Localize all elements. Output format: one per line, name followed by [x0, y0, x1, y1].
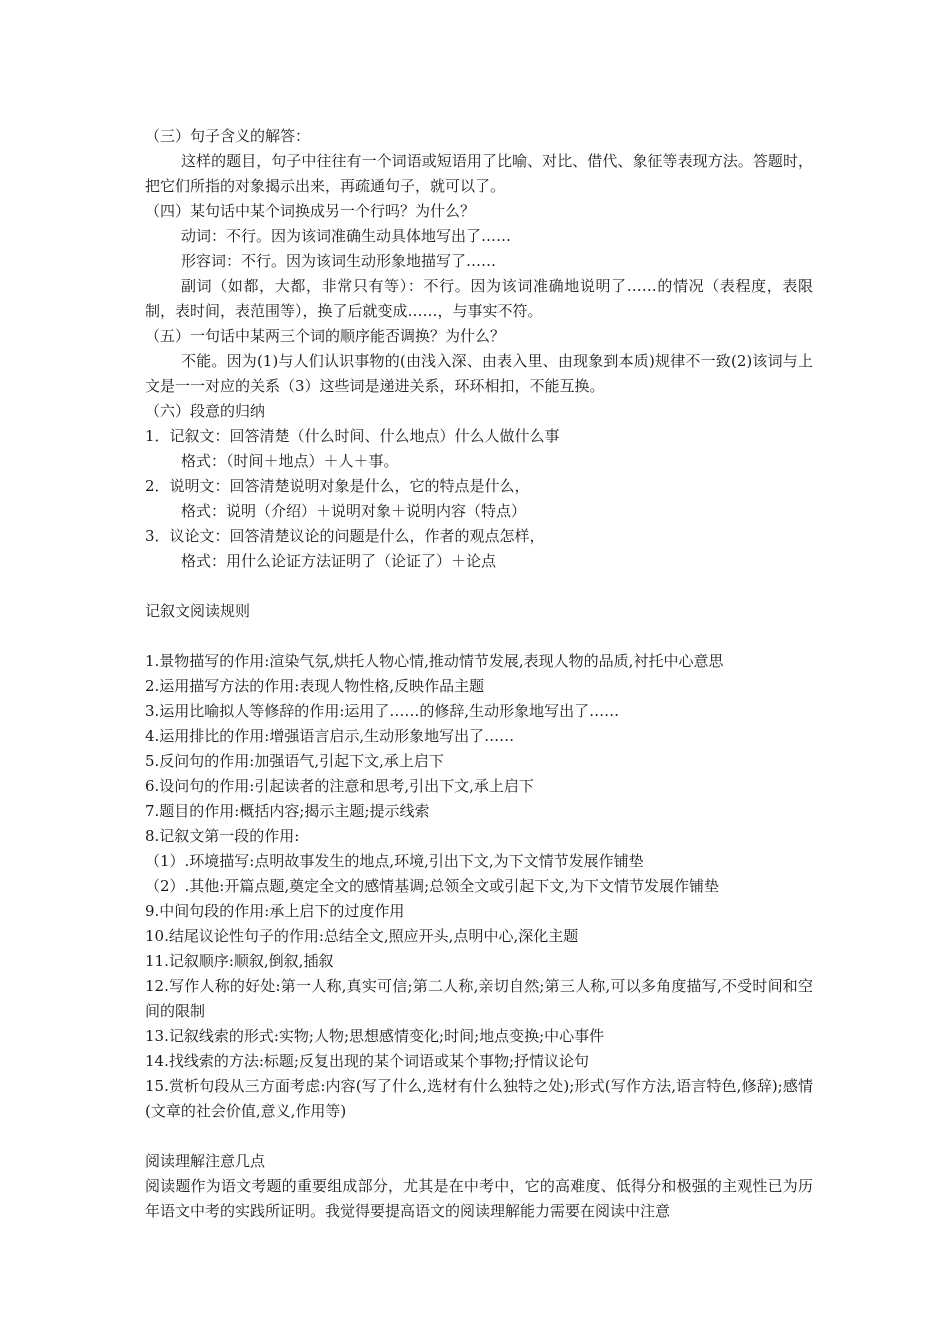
rule-item: （1）.环境描写:点明故事发生的地点,环境,引出下文,为下文情节发展作铺垫 [145, 852, 644, 870]
list-item-format: 格式：用什么论证方法证明了（论证了）＋论点 [181, 552, 497, 570]
section-paragraph: 这样的题目，句子中往往有一个词语或短语用了比喻、对比、借代、象征等表现方法。答题时，把它们所指的对象揭示出来，再疏通句子，就可以了。 [145, 152, 813, 195]
blank-line [145, 624, 813, 649]
rule-item: 10.结尾议论性句子的作用:总结全文,照应开头,点明中心,深化主题 [145, 927, 579, 945]
section-heading: （三）句子含义的解答： [145, 127, 311, 145]
rule-item: 15.赏析句段从三方面考虑:内容(写了什么,选材有什么独特之处);形式(写作方法,语言特色,修辞);感情(文章的社会价值,意义,作用等) [145, 1077, 813, 1120]
rule-item: 9.中间句段的作用:承上启下的过度作用 [145, 902, 405, 920]
rule-item: 4.运用排比的作用:增强语言启示,生动形象地写出了…… [145, 727, 515, 745]
section-paragraph: 形容词：不行。因为该词生动形象地描写了…… [181, 252, 497, 270]
rule-item: 2.运用描写方法的作用:表现人物性格,反映作品主题 [145, 677, 485, 695]
rule-item: 1.景物描写的作用:渲染气氛,烘托人物心情,推动情节发展,表现人物的品质,衬托中心意思 [145, 652, 724, 670]
rule-item: 6.设问句的作用:引起读者的注意和思考,引出下文,承上启下 [145, 777, 534, 795]
rule-item: 12.写作人称的好处:第一人称,真实可信;第二人称,亲切自然;第三人称,可以多角度描写,不受时间和空间的限制 [145, 977, 813, 1020]
list-item: 2．说明文：回答清楚说明对象是什么，它的特点是什么， [145, 477, 530, 495]
section-title: 阅读理解注意几点 [145, 1152, 266, 1170]
rule-item: （2）.其他:开篇点题,奠定全文的感情基调;总领全文或引起下文,为下文情节发展作铺垫 [145, 877, 719, 895]
section-paragraph: 不能。因为(1)与人们认识事物的(由浅入深、由表入里、由现象到本质)规律不一致(2)该词与上文是一一对应的关系（3）这些词是递进关系，环环相扣，不能互换。 [145, 352, 813, 395]
blank-line [145, 1124, 813, 1149]
section-heading: （五）一句话中某两三个词的顺序能否调换？为什么？ [145, 327, 506, 345]
section-paragraph: 副词（如都，大都，非常只有等）：不行。因为该词准确地说明了……的情况（表程度，表限制，表时间，表范围等），换了后就变成……，与事实不符。 [145, 277, 813, 320]
document-page [145, 124, 813, 1224]
section-heading: （六）段意的归纳 [145, 402, 266, 420]
blank-line [145, 574, 813, 599]
section-title: 记叙文阅读规则 [145, 602, 251, 620]
section-paragraph: 动词：不行。因为该词准确生动具体地写出了…… [181, 227, 512, 245]
list-item: 3．议论文：回答清楚议论的问题是什么，作者的观点怎样， [145, 527, 545, 545]
list-item: 1．记叙文：回答清楚（什么时间、什么地点）什么人做什么事 [145, 427, 560, 445]
rule-item: 3.运用比喻拟人等修辞的作用:运用了……的修辞,生动形象地写出了…… [145, 702, 620, 720]
list-item-format: 格式：说明（介绍）＋说明对象＋说明内容（特点） [181, 502, 527, 520]
rule-item: 7.题目的作用:概括内容;揭示主题;提示线索 [145, 802, 430, 820]
rule-item: 13.记叙线索的形式:实物;人物;思想感情变化;时间;地点变换;中心事件 [145, 1027, 605, 1045]
section-paragraph: 阅读题作为语文考题的重要组成部分，尤其是在中考中，它的高难度、低得分和极强的主观性已为历年语文中考的实践所证明。我觉得要提高语文的阅读理解能力需要在阅读中注意 [145, 1177, 813, 1220]
rule-item: 14.找线索的方法:标题;反复出现的某个词语或某个事物;抒情议论句 [145, 1052, 590, 1070]
rule-item: 11.记叙顺序:顺叙,倒叙,插叙 [145, 952, 334, 970]
rule-item: 8.记叙文第一段的作用: [145, 827, 300, 845]
list-item-format: 格式：（时间＋地点）＋人＋事。 [181, 452, 399, 470]
rule-item: 5.反问句的作用:加强语气,引起下文,承上启下 [145, 752, 444, 770]
section-heading: （四）某句话中某个词换成另一个行吗？为什么？ [145, 202, 476, 220]
